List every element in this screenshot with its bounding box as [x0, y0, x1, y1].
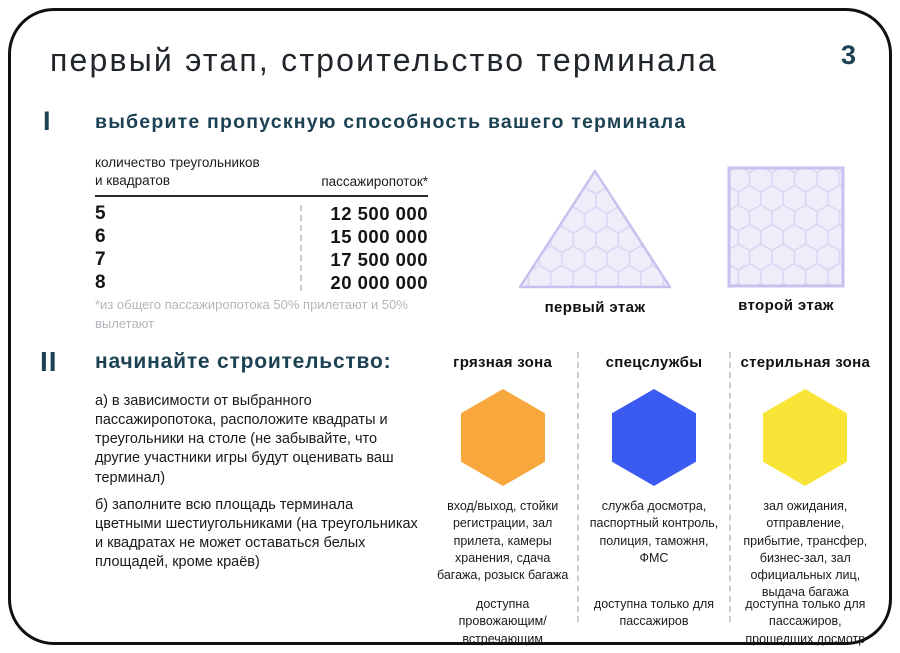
passenger-flow: 20 000 000	[330, 271, 428, 293]
shape-count: 8	[95, 271, 106, 293]
section1-numeral: I	[43, 106, 51, 136]
floor-label: первый этаж	[544, 299, 646, 316]
section2-numeral: II	[40, 346, 58, 377]
zone-sterile	[729, 352, 880, 646]
zone-access-note: доступна только для пассажиров, прошедших досмотр	[745, 597, 866, 646]
zone-access-note: доступна провожающим/ встречающим	[458, 597, 547, 646]
zone-title: спецслужбы	[605, 354, 703, 371]
table-dashed-divider	[300, 205, 302, 291]
dirty-zone-hexagon-icon	[459, 389, 547, 486]
table-row	[95, 225, 428, 248]
zone-description: вход/выход, стойки регистрации, зал прилета, камеры хранения, сдача багажа, розыск багажа	[436, 499, 569, 582]
passenger-flow: 12 500 000	[330, 202, 428, 224]
passenger-flow: 17 500 000	[330, 248, 428, 270]
zones-panel	[428, 352, 880, 646]
page-number: 3	[840, 40, 856, 70]
table-row	[95, 248, 428, 271]
zone-dirty	[428, 352, 577, 646]
capacity-table	[95, 154, 428, 294]
capacity-table-body	[95, 197, 428, 294]
column-header-flow: пассажиропоток*	[321, 174, 428, 190]
square-floor-shape	[727, 166, 845, 288]
zone-title: стерильная зона	[740, 354, 871, 371]
floor-second	[727, 166, 845, 314]
section2-heading: начинайте строительство:	[95, 350, 392, 373]
zone-description: зал ожидания, отправление, прибытие, трансфер, бизнес-зал, зал официальных лиц, выдача багажа	[743, 499, 868, 600]
zone-title: грязная зона	[453, 354, 553, 371]
table-footnote: *из общего пассажиропотока 50% прилетают и 50% вылетают	[95, 297, 408, 331]
zone-services	[577, 352, 728, 629]
services-zone-hexagon-icon	[610, 389, 698, 486]
page-title: первый этап, строительство терминала	[50, 42, 718, 78]
section1-heading: выберите пропускную способность вашего терминала	[95, 111, 687, 133]
instruction-paragraph-b: б) заполните всю площадь терминала цветными шестиугольниками (на треугольниках и квадратах не может оставаться белых площадей, кроме краёв)	[95, 497, 418, 571]
instruction-paragraph-a: а) в зависимости от выбранного пассажиропотока, расположите квадраты и треугольники на столе (не забывайте, что другие участники игры будут оценивать ваш терминал)	[95, 393, 394, 486]
floor-label: второй этаж	[738, 297, 834, 314]
passenger-flow: 15 000 000	[330, 225, 428, 247]
shape-count: 7	[95, 248, 106, 270]
column-header-shapes: количество треугольников и квадратов	[95, 155, 260, 188]
sterile-zone-hexagon-icon	[761, 389, 849, 486]
floor-first	[517, 168, 673, 316]
capacity-table-header	[95, 154, 428, 197]
zone-description: служба досмотра, паспортный контроль, полиция, таможня, ФМС	[589, 499, 719, 565]
shape-count: 6	[95, 225, 106, 247]
table-row	[95, 271, 428, 294]
zone-access-note: доступна только для пассажиров	[593, 597, 715, 629]
table-row	[95, 202, 428, 225]
triangle-floor-shape	[517, 168, 673, 290]
shape-count: 5	[95, 202, 106, 224]
